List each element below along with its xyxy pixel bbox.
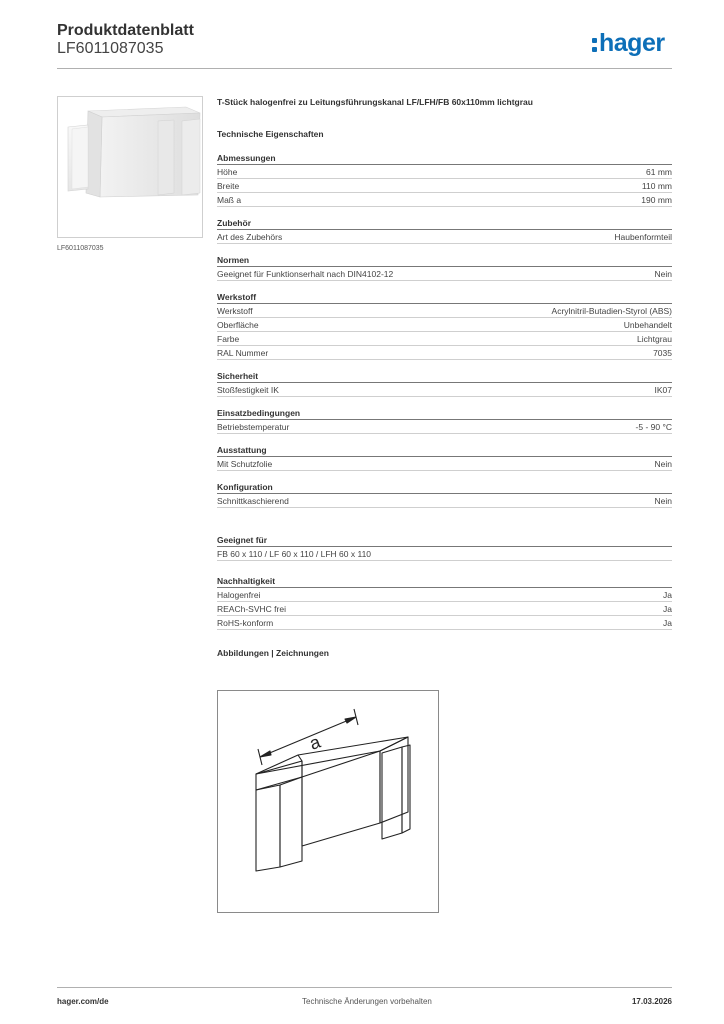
property-label: Betriebstemperatur xyxy=(217,422,290,432)
article-number: LF6011087035 xyxy=(57,40,164,57)
section-sustainability xyxy=(217,575,672,630)
section-title: Geeignet für xyxy=(217,534,672,547)
property-row xyxy=(217,602,672,616)
property-value: 110 mm xyxy=(641,181,672,191)
property-row xyxy=(217,420,672,434)
property-section xyxy=(217,152,672,207)
property-section xyxy=(217,370,672,397)
property-label: RoHS-konform xyxy=(217,618,274,628)
property-section xyxy=(217,444,672,471)
product-title: T-Stück halogenfrei zu Leitungsführungskanal LF/LFH/FB 60x110mm lichtgrau xyxy=(217,97,533,107)
property-value: IK07 xyxy=(654,385,672,395)
property-label: Art des Zubehörs xyxy=(217,232,283,242)
footer-website: hager.com/de xyxy=(57,997,109,1006)
property-label: Breite xyxy=(217,181,240,191)
property-row xyxy=(217,230,672,244)
section-title: Normen xyxy=(217,254,672,267)
property-value: 61 mm xyxy=(646,167,672,177)
main-content xyxy=(217,97,672,661)
technical-properties-heading: Technische Eigenschaften xyxy=(217,129,324,139)
property-row xyxy=(217,346,672,360)
property-row xyxy=(217,267,672,281)
footer-date: 17.03.2026 xyxy=(631,997,672,1006)
drawings-heading: Abbildungen | Zeichnungen xyxy=(217,648,329,658)
property-label: Farbe xyxy=(217,334,240,344)
property-value: Acrylnitril-Butadien-Styrol (ABS) xyxy=(551,306,672,316)
section-title: Abmessungen xyxy=(217,152,672,165)
property-row xyxy=(217,332,672,346)
property-label: Schnittkaschierend xyxy=(217,496,289,506)
t-piece-drawing-icon xyxy=(218,691,438,912)
property-label: Halogenfrei xyxy=(217,590,261,600)
section-title: Nachhaltigkeit xyxy=(217,575,672,588)
logo-dots-icon xyxy=(592,38,597,52)
footer-note: Technische Änderungen vorbehalten xyxy=(302,997,432,1006)
property-label: Geeignet für Funktionserhalt nach DIN4102-12 xyxy=(217,269,394,279)
property-label: Höhe xyxy=(217,167,238,177)
property-row xyxy=(217,179,672,193)
property-value: Nein xyxy=(654,496,672,506)
property-label: Maß a xyxy=(217,195,242,205)
property-label: REACh-SVHC frei xyxy=(217,604,286,614)
property-row xyxy=(217,457,672,471)
property-row xyxy=(217,547,672,561)
property-row xyxy=(217,383,672,397)
property-value: Ja xyxy=(663,590,672,600)
property-row xyxy=(217,318,672,332)
property-value: 7035 xyxy=(653,348,672,358)
property-row xyxy=(217,165,672,179)
property-section xyxy=(217,481,672,508)
property-row xyxy=(217,193,672,207)
section-title: Konfiguration xyxy=(217,481,672,494)
property-row xyxy=(217,304,672,318)
property-value: Unbehandelt xyxy=(623,320,672,330)
property-label: Oberfläche xyxy=(217,320,259,330)
property-section xyxy=(217,407,672,434)
footer-divider xyxy=(57,987,672,988)
property-label: Mit Schutzfolie xyxy=(217,459,273,469)
section-title: Einsatzbedingungen xyxy=(217,407,672,420)
property-label: Stoßfestigkeit IK xyxy=(217,385,279,395)
property-section xyxy=(217,217,672,244)
product-image-caption: LF6011087035 xyxy=(57,245,104,252)
property-value: Haubenformteil xyxy=(614,232,672,242)
section-title: Ausstattung xyxy=(217,444,672,457)
property-label: Werkstoff xyxy=(217,306,253,316)
section-suitable-for xyxy=(217,534,672,561)
section-title: Zubehör xyxy=(217,217,672,230)
property-value: Ja xyxy=(663,604,672,614)
section-title: Werkstoff xyxy=(217,291,672,304)
header-divider xyxy=(57,68,672,69)
property-value: Lichtgrau xyxy=(637,334,672,344)
document-title: Produktdatenblatt xyxy=(57,22,194,39)
t-piece-photo-icon xyxy=(58,97,202,237)
property-value: 190 mm xyxy=(641,195,672,205)
dimension-label: a xyxy=(306,731,324,754)
property-value: -5 - 90 °C xyxy=(635,422,672,432)
section-title: Sicherheit xyxy=(217,370,672,383)
technical-drawing xyxy=(217,690,439,913)
property-value: Nein xyxy=(654,269,672,279)
property-section xyxy=(217,291,672,360)
product-image xyxy=(57,96,203,238)
property-row xyxy=(217,616,672,630)
logo-text: hager xyxy=(599,28,665,57)
hager-logo xyxy=(592,30,665,56)
property-value: Nein xyxy=(654,459,672,469)
property-label: FB 60 x 110 / LF 60 x 110 / LFH 60 x 110 xyxy=(217,549,372,559)
property-section xyxy=(217,254,672,281)
property-label: RAL Nummer xyxy=(217,348,269,358)
property-value: Ja xyxy=(663,618,672,628)
property-row xyxy=(217,588,672,602)
property-sections xyxy=(217,152,672,508)
property-row xyxy=(217,494,672,508)
